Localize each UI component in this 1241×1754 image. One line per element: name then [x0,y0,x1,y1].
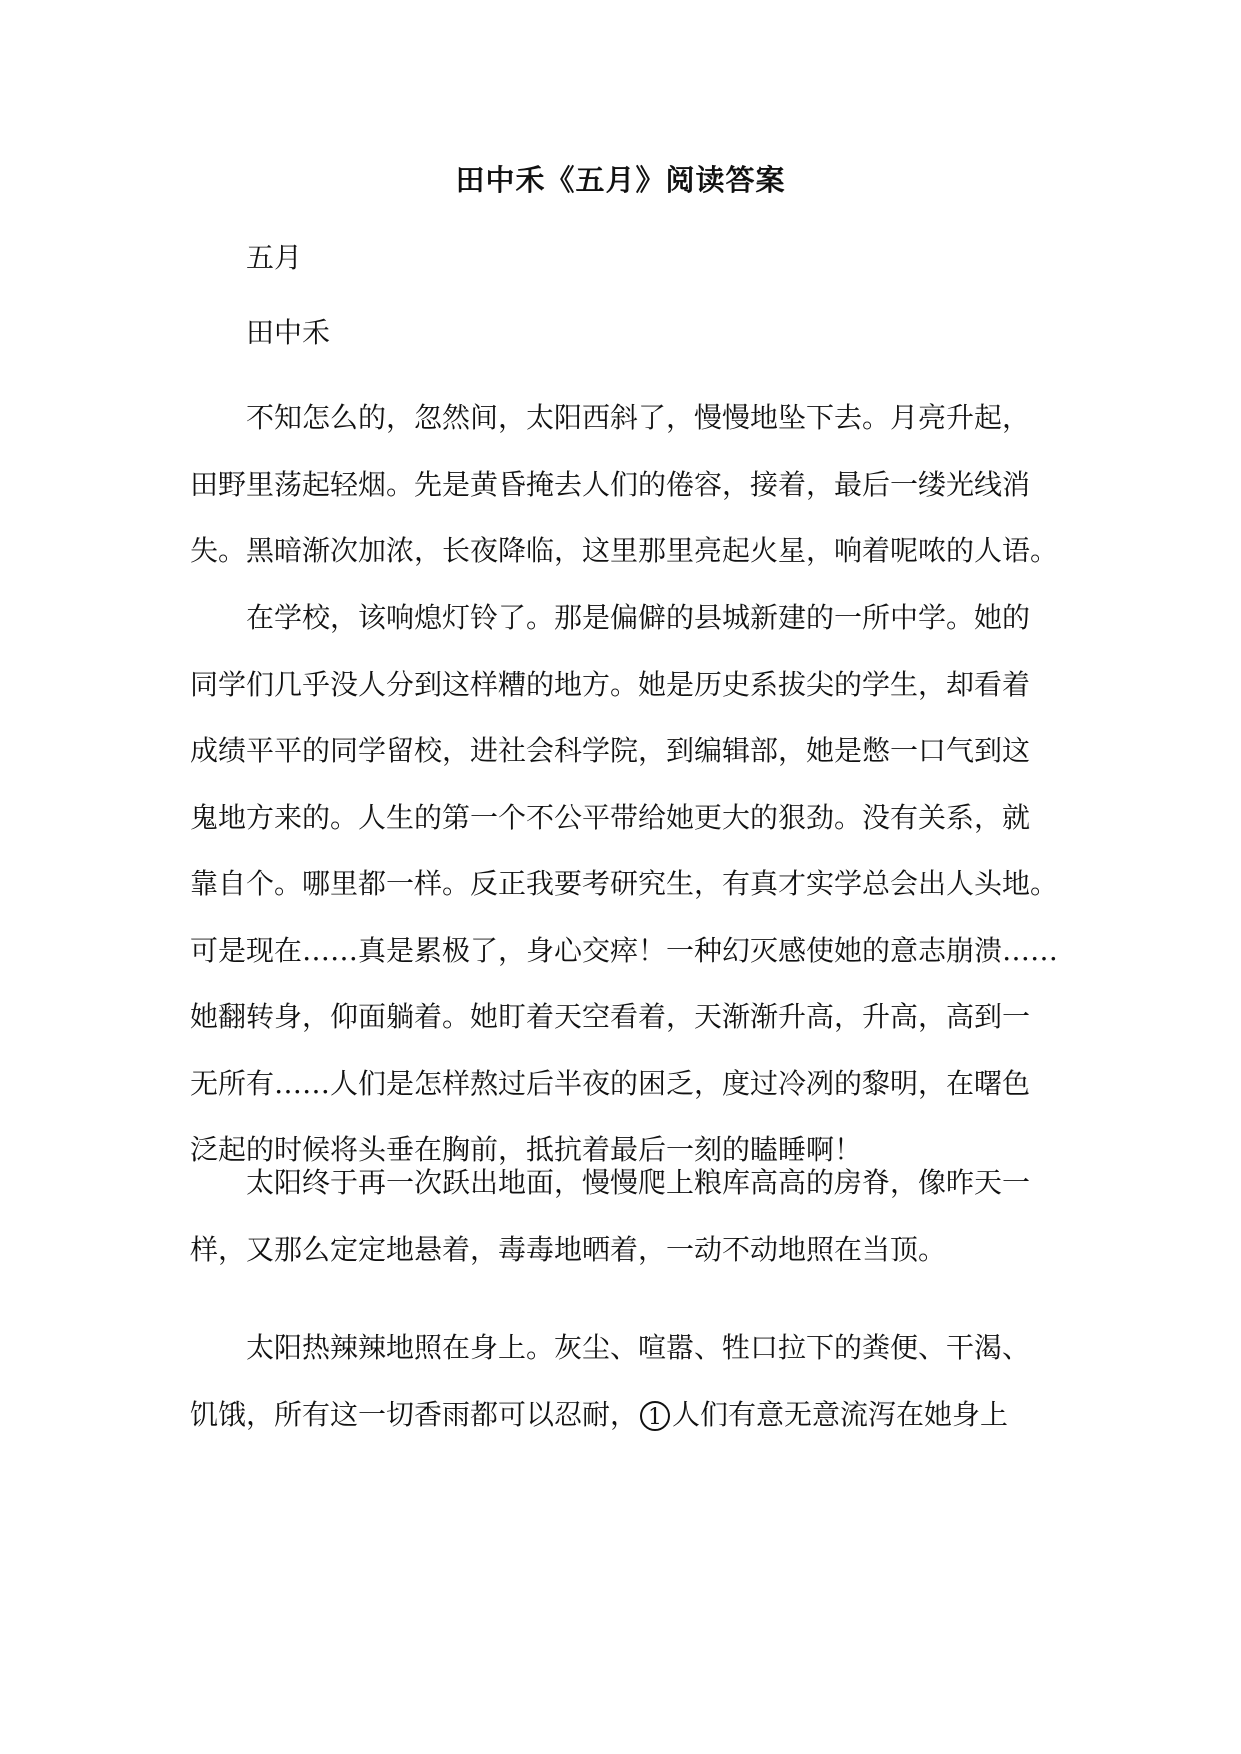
paragraph-line: 她翻转身，仰面躺着。她盯着天空看着，天渐渐升高，升高，高到一 [190,1000,1031,1033]
paragraph-line: 成绩平平的同学留校，进社会科学院，到编辑部，她是憋一口气到这 [190,734,1031,767]
author-paragraph [190,300,1070,367]
paragraph-4 [190,1315,1070,1448]
paragraph-line: 在学校，该响熄灯铃了。那是偏僻的县城新建的一所中学。她的 [246,601,1031,634]
line-text: 饥饿，所有这一切香雨都可以忍耐， [190,1397,639,1431]
paragraph-line: 样，又那么定定地悬着，毒毒地晒着，一动不动地照在当顶。 [190,1232,947,1266]
paragraph-1 [190,385,1070,585]
paragraph-line: 靠自个。哪里都一样。反正我要考研究生，有真才实学总会出人头地。 [190,867,1059,900]
paragraph-line: 不知怎么的，忽然间，太阳西斜了，慢慢地坠下去。月亮升起， [246,401,1031,434]
subtitle-paragraph [190,225,1070,292]
paragraph-line: 无所有……人们是怎样熬过后半夜的困乏，度过冷冽的黎明，在曙色 [190,1066,1031,1100]
paragraph-line [190,1382,1070,1449]
paragraph-line: 太阳热辣辣地照在身上。灰尘、喧嚣、牲口拉下的粪便、干渴、 [246,1331,1031,1364]
document-subtitle: 五月 [246,241,303,274]
document-title: 田中禾《五月》阅读答案 [455,163,786,197]
document-author: 田中禾 [246,316,331,349]
paragraph-line: 田野里荡起轻烟。先是黄昏掩去人们的倦容，接着，最后一缕光线消 [190,467,1031,501]
paragraph-3 [190,1150,1070,1283]
line-text: 人们有意无意流泻在她身上 [672,1397,1009,1431]
paragraph-line: 太阳终于再一次跃出地面，慢慢爬上粮库高高的房脊，像昨天一 [246,1166,1031,1199]
paragraph-line: 同学们几乎没人分到这样糟的地方。她是历史系拔尖的学生，却看着 [190,667,1031,701]
paragraph-line: 失。黑暗渐次加浓，长夜降临，这里那里亮起火星，响着呢哝的人语。 [190,534,1059,567]
paragraph-line: 鬼地方来的。人生的第一个不公平带给她更大的狠劲。没有关系，就 [190,800,1031,834]
paragraph-2 [190,585,1070,1184]
paragraph-line: 泛起的时候将头垂在胸前，抵抗着最后一刻的瞌睡啊！ [190,1133,863,1166]
paragraph-line: 可是现在……真是累极了，身心交瘁！一种幻灭感使她的意志崩溃…… [190,933,1059,967]
circled-number-marker: 1 [640,1401,670,1431]
